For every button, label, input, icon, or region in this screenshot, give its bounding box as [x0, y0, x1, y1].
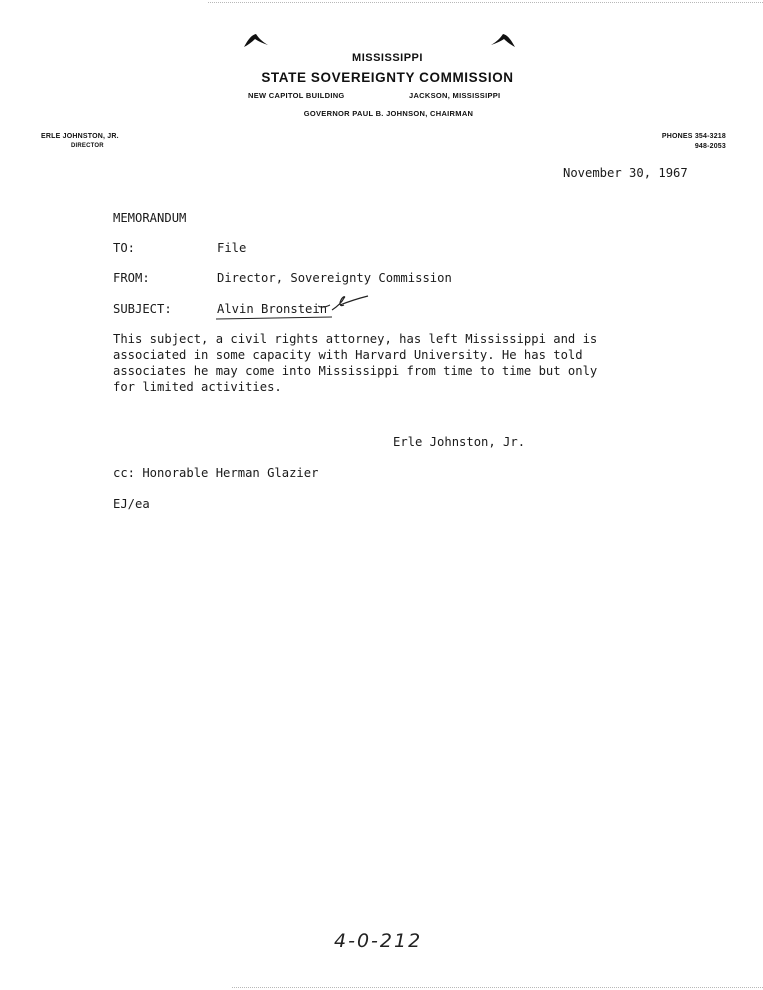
- from-label: FROM:: [113, 271, 150, 285]
- memo-body-line: associates he may come into Mississippi from time to time but only: [113, 364, 598, 378]
- subject-handwritten-mark-icon: [214, 292, 374, 324]
- top-scan-edge: [208, 2, 763, 3]
- letterhead-city: JACKSON, MISSISSIPPI: [409, 91, 501, 100]
- phones-secondary: 948-2053: [694, 143, 726, 150]
- to-value: File: [217, 241, 247, 255]
- memo-body-line: associated in some capacity with Harvard University. He has told: [113, 348, 583, 362]
- letterhead-building: NEW CAPITOL BUILDING: [248, 91, 345, 100]
- bottom-scan-edge: [232, 987, 763, 988]
- memo-heading: MEMORANDUM: [113, 211, 187, 225]
- left-eagle-emblem-icon: [243, 33, 269, 49]
- from-value: Director, Sovereignty Commission: [217, 271, 452, 285]
- director-title: DIRECTOR: [71, 143, 104, 149]
- letterhead-state: MISSISSIPPI: [352, 52, 423, 64]
- subject-value: Alvin Bronstein: [217, 302, 328, 316]
- memo-body-line: This subject, a civil rights attorney, has left Mississippi and is: [113, 332, 598, 346]
- subject-label: SUBJECT:: [113, 302, 172, 316]
- typist-initials: EJ/ea: [113, 497, 150, 511]
- memo-body-line: for limited activities.: [113, 380, 282, 394]
- signature-name: Erle Johnston, Jr.: [393, 435, 526, 449]
- right-eagle-emblem-icon: [490, 33, 516, 49]
- letterhead-agency: STATE SOVEREIGNTY COMMISSION: [261, 70, 514, 85]
- cc-line: cc: Honorable Herman Glazier: [113, 466, 319, 480]
- memo-date: November 30, 1967: [563, 166, 688, 180]
- to-label: TO:: [113, 241, 136, 255]
- letterhead-chairman: GOVERNOR PAUL B. JOHNSON, CHAIRMAN: [303, 109, 474, 118]
- memo-body: [113, 331, 633, 395]
- file-number-stamp: 4-0-212: [334, 930, 423, 952]
- phones-primary: PHONES 354-3218: [661, 133, 726, 140]
- director-name: ERLE JOHNSTON, JR.: [41, 133, 119, 140]
